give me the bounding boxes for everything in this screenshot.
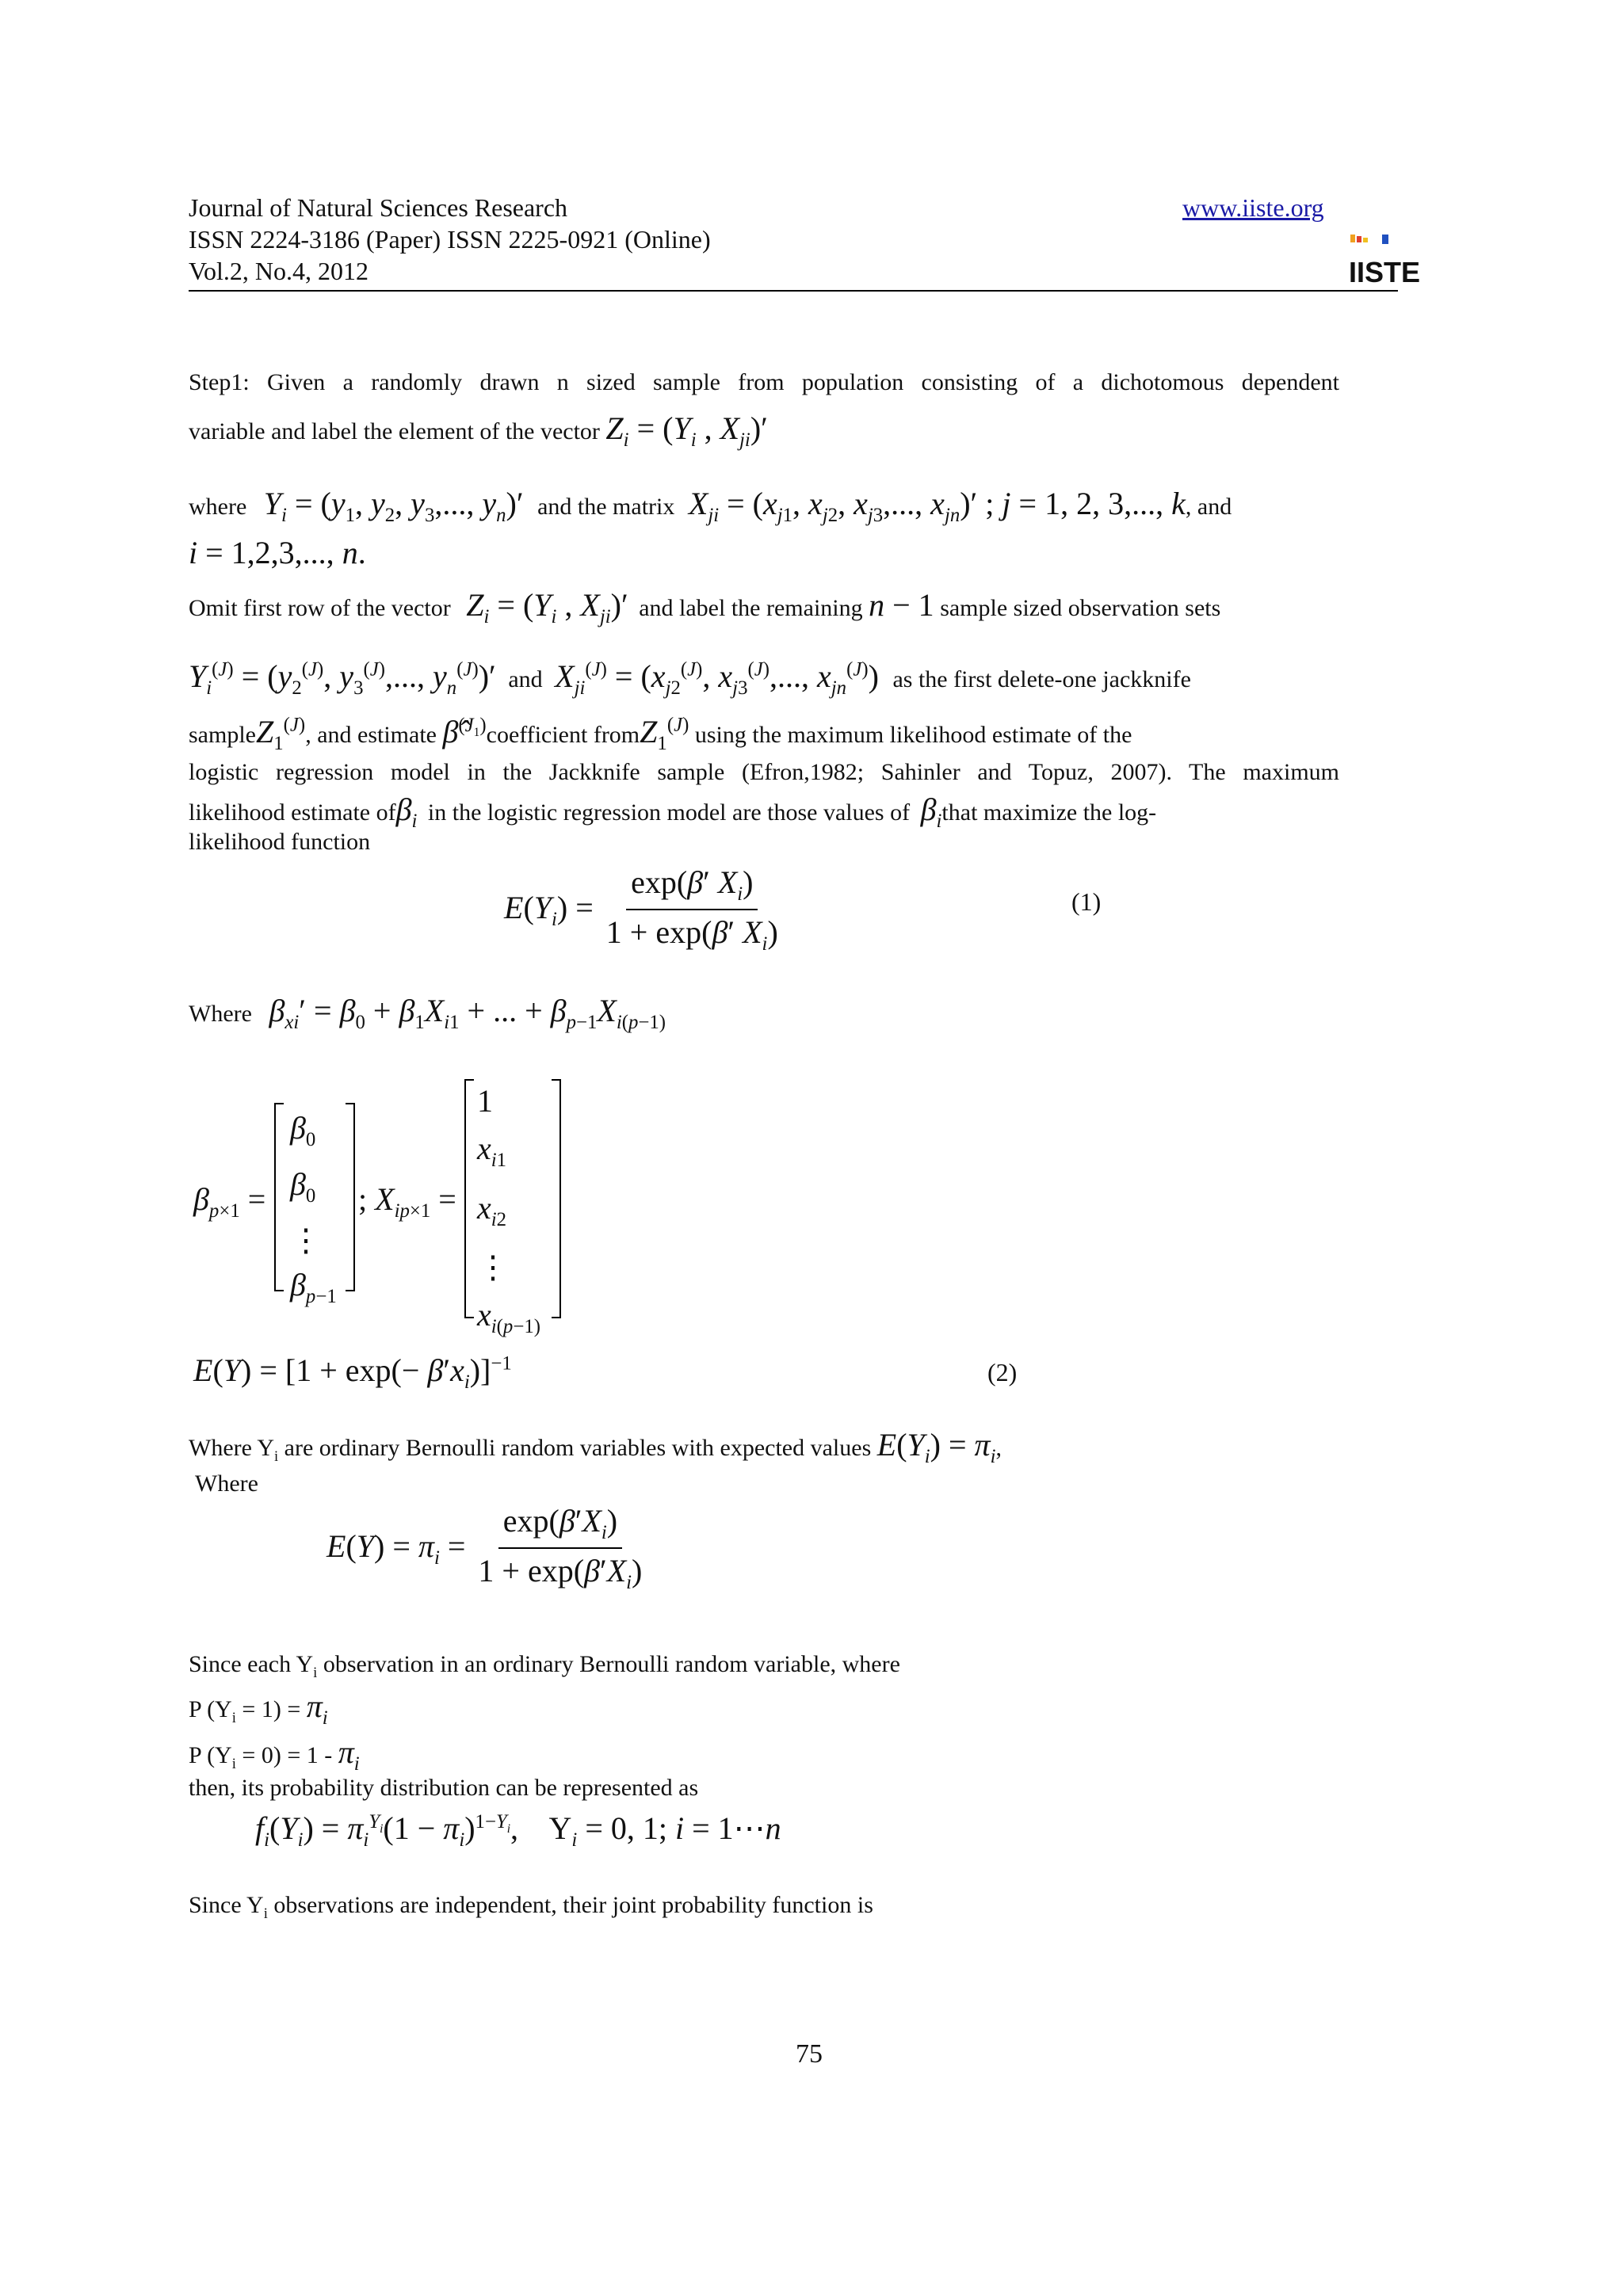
probability-distribution-equation: $f_i(Y_i) = \pi_i^{Y_i}(1 - \pi_i)^{1-Y_i}$, $Y_i = 0$, 1; i = 1⋯n <box>255 1810 781 1851</box>
beta-definition: Where $\beta_{xi}' = \beta_0 + \beta_1X_{i1}$ + ... + $\beta_{p-1}X_{i(p-1)}$ <box>189 993 666 1033</box>
beta-right-bracket <box>346 1103 355 1291</box>
estimate-line: sampleZ$_1^{(J)}$, and estimate β̂$^{(J_1)}$coefficient fromZ$_1^{(J)}$ using the maximum likelihood estimate of the <box>189 714 1132 754</box>
likelihood-line: likelihood estimate ofβ$_i$ in the logistic regression model are those values of $\beta_ithat$ maximize the log- <box>189 791 1157 832</box>
logistic-line: logistic regression model in the Jackknife sample (Efron,1982; Sahinler and Topuz, 2007). The maximum <box>189 759 1339 785</box>
since-independent-line: Since $Y_i$ observations are independent, their joint probability function is <box>189 1892 873 1922</box>
pi-equation: $E(Y) = \pi_i$ = $\frac{\exp(\beta'X_i)}{1 + \exp(\beta'X_i)}$ <box>327 1503 643 1593</box>
iiste-logo <box>1347 235 1421 288</box>
then-line: then, its probability distribution can be represented as <box>189 1775 699 1801</box>
equation-2: $E(Y) = [1 + \exp(- \beta'x_i)]^{-1}$ <box>193 1352 512 1393</box>
jackknife-sets-line: $Y_i^{(J)} = (y_2^{(J)}$, $y_3^{(J)}$,..., $y_n^{(J)})'$ and $X_{ji}^{(J)} = (x_{j2}^{(J)}$, $x_{j3}^{(J)}$,..., $x_{jn}^{(J)}$) as the first delete-one jackknife <box>189 658 1191 699</box>
x-vector-label: ; $X_{ip\times 1}$ = <box>358 1181 456 1222</box>
x-left-bracket <box>464 1079 474 1318</box>
step1-line1: Step1: Given a randomly drawn n sized sample from population consisting of a dichotomous dependent <box>189 369 1339 395</box>
x-vector-entries: 1 $x_{i1}$ $x_{i2}$ ⋮ $x_{i(p-1)}$ <box>477 1083 540 1337</box>
where-line: where $Y_i = (y_1$, $y_2$, $y_3$,..., $y_n)'$ and the matrix $X_{ji} = (x_{j1}$, $x_{j2}$, $x_{j3}$,..., $x_{jn})'$ ; j = 1, 2, 3,..., k, and <box>189 486 1232 526</box>
bernoulli-line: Where $Y_i$ are ordinary Bernoulli random variables with expected values $E(Y_i) = \pi_i$, <box>189 1427 1002 1467</box>
p-y-equals-0: P $(Y_i = 0) = 1 - \pi_i$ <box>189 1734 360 1775</box>
i-range: i = 1,2,3,..., n. <box>189 535 366 570</box>
beta-vector-label: $\beta_{p\times 1}$ = <box>193 1181 266 1222</box>
omit-line1: Omit first row of the vector $Z_i = (Y_i$ , $X_{ji})'$ and label the remaining n − 1 sample sized observation sets <box>189 587 1221 627</box>
svg-text:IISTE: IISTE <box>1349 256 1421 288</box>
since-each-line: Since each $Y_i$ observation in an ordinary Bernoulli random variable, where <box>189 1651 900 1681</box>
beta-vector-entries: $\beta_0$ $\beta_0$ ⋮ $\beta_{p-1}$ <box>290 1110 337 1307</box>
step1-line2: variable and label the element of the vector $Z_i = (Y_i$ , $X_{ji})'$ <box>189 410 768 451</box>
equation-1-number: (1) <box>1071 887 1102 916</box>
issn-line: ISSN 2224-3186 (Paper) ISSN 2225-0921 (Online) <box>189 225 711 254</box>
journal-title: Journal of Natural Sciences Research <box>189 193 568 222</box>
likelihood-function-label: likelihood function <box>189 829 371 855</box>
where-label: Where <box>195 1470 258 1497</box>
beta-left-bracket <box>274 1103 284 1291</box>
journal-website-link[interactable]: www.iiste.org <box>1182 193 1324 222</box>
x-right-bracket <box>552 1079 561 1318</box>
header-rule <box>189 290 1398 292</box>
equation-2-number: (2) <box>987 1358 1018 1386</box>
p-y-equals-1: P $(Y_i = 1) = \pi_i$ <box>189 1688 328 1729</box>
volume-line: Vol.2, No.4, 2012 <box>189 257 369 285</box>
page-number: 75 <box>796 2039 823 2069</box>
equation-1: $E(Y_i)$ = $\frac{\exp(\beta' X_i)}{1 + \exp(\beta' X_i)}$ <box>504 864 778 955</box>
